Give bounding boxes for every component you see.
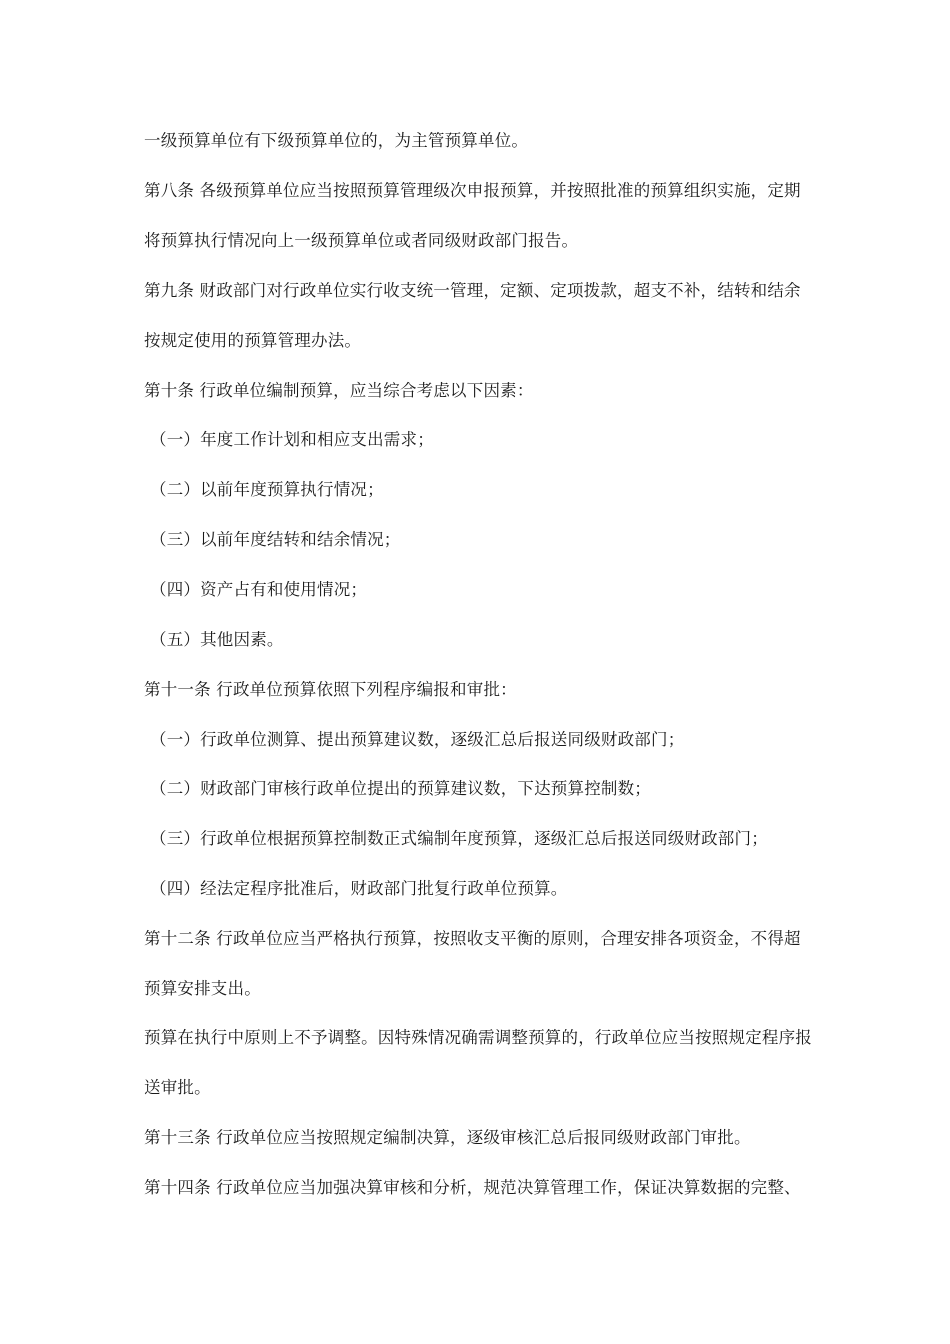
paragraph-line: 第八条 各级预算单位应当按照预算管理级次申报预算，并按照批准的预算组织实施，定期 xyxy=(144,181,801,200)
paragraph-line: 第九条 财政部门对行政单位实行收支统一管理，定额、定项拨款，超支不补，结转和结余 xyxy=(144,281,801,300)
paragraph-line: 第十二条 行政单位应当严格执行预算，按照收支平衡的原则，合理安排各项资金，不得超 xyxy=(144,929,801,948)
paragraph-line: 送审批。 xyxy=(144,1078,211,1097)
paragraph-line: 第十四条 行政单位应当加强决算审核和分析，规范决算管理工作，保证决算数据的完整、 xyxy=(144,1178,801,1197)
list-item: （二）财政部门审核行政单位提出的预算建议数，下达预算控制数； xyxy=(150,779,651,798)
list-item: （一）行政单位测算、提出预算建议数，逐级汇总后报送同级财政部门； xyxy=(150,730,685,749)
paragraph-line: 预算在执行中原则上不予调整。因特殊情况确需调整预算的，行政单位应当按照规定程序报 xyxy=(144,1028,812,1047)
paragraph-line: 一级预算单位有下级预算单位的，为主管预算单位。 xyxy=(144,131,529,150)
paragraph-line: 第十一条 行政单位预算依照下列程序编报和审批： xyxy=(144,680,517,699)
paragraph-line: 第十条 行政单位编制预算，应当综合考虑以下因素： xyxy=(144,381,534,400)
list-item: （五）其他因素。 xyxy=(150,630,284,649)
list-item: （一）年度工作计划和相应支出需求； xyxy=(150,430,434,449)
list-item: （二）以前年度预算执行情况； xyxy=(150,480,384,499)
paragraph-line: 预算安排支出。 xyxy=(144,979,261,998)
list-item: （四）经法定程序批准后，财政部门批复行政单位预算。 xyxy=(150,879,568,898)
paragraph-line: 将预算执行情况向上一级预算单位或者同级财政部门报告。 xyxy=(144,231,579,250)
list-item: （三）以前年度结转和结余情况； xyxy=(150,530,401,549)
paragraph-line: 按规定使用的预算管理办法。 xyxy=(144,331,362,350)
list-item: （三）行政单位根据预算控制数正式编制年度预算，逐级汇总后报送同级财政部门； xyxy=(150,829,768,848)
list-item: （四）资产占有和使用情况； xyxy=(150,580,368,599)
paragraph-line: 第十三条 行政单位应当按照规定编制决算，逐级审核汇总后报同级财政部门审批。 xyxy=(144,1128,751,1147)
